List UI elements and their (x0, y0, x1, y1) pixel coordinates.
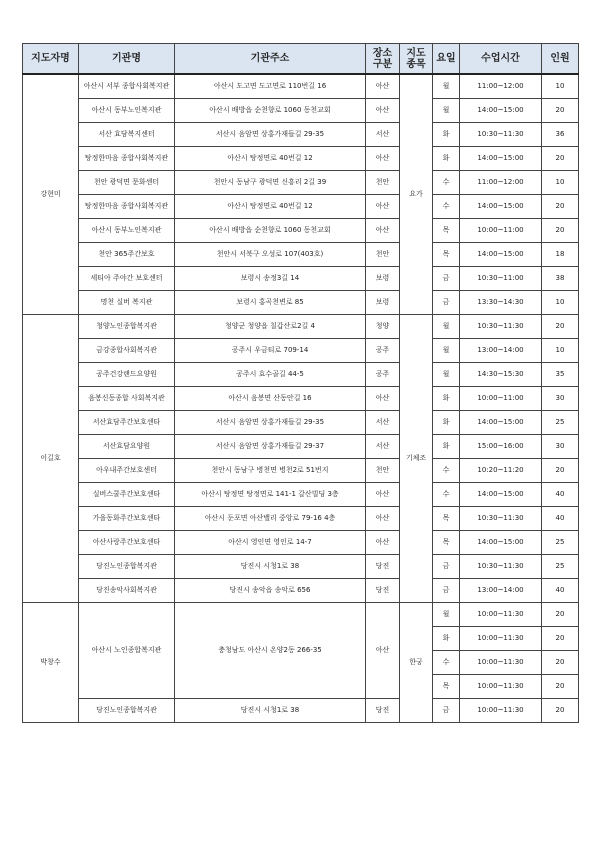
institution-address: 아산시 탕정면로 40번길 12 (175, 147, 366, 171)
table-row (23, 74, 579, 99)
institution-address: 아산시 탕정면 탕정면로 141-1 갈산빌딩 3층 (175, 483, 366, 507)
location-area: 아산 (366, 531, 400, 555)
day-of-week: 목 (433, 219, 460, 243)
class-time: 14:00~15:00 (460, 195, 542, 219)
institution-name: 아우내주간보호센터 (79, 459, 175, 483)
participant-count: 10 (542, 74, 579, 99)
institution-address: 청양군 청양읍 칠갑산로2길 4 (175, 315, 366, 339)
participant-count: 20 (542, 315, 579, 339)
class-time: 13:30~14:30 (460, 291, 542, 315)
institution-address: 천안시 동남구 병천면 병천2로 51번지 (175, 459, 366, 483)
class-time: 10:30~11:00 (460, 267, 542, 291)
participant-count: 20 (542, 651, 579, 675)
institution-name: 아산시 노인종합복지관 (79, 603, 175, 699)
table-row (23, 339, 579, 363)
day-of-week: 금 (433, 579, 460, 603)
class-time: 13:00~14:00 (460, 339, 542, 363)
location-area: 당진 (366, 579, 400, 603)
table-row (23, 603, 579, 627)
day-of-week: 수 (433, 195, 460, 219)
participant-count: 38 (542, 267, 579, 291)
location-area: 천안 (366, 171, 400, 195)
institution-address: 서산시 음암면 상홍가재들길 29-35 (175, 123, 366, 147)
participant-count: 20 (542, 603, 579, 627)
participant-count: 35 (542, 363, 579, 387)
participant-count: 20 (542, 699, 579, 723)
day-of-week: 화 (433, 147, 460, 171)
class-time: 14:00~15:00 (460, 243, 542, 267)
day-of-week: 수 (433, 651, 460, 675)
institution-name: 아산시 동부노인복지관 (79, 99, 175, 123)
day-of-week: 수 (433, 459, 460, 483)
header-time: 수업시간 (460, 44, 542, 75)
participant-count: 25 (542, 411, 579, 435)
header-count: 인원 (542, 44, 579, 75)
location-area: 공주 (366, 363, 400, 387)
institution-name: 서산 효담복지센터 (79, 123, 175, 147)
subject-name: 한궁 (400, 603, 433, 723)
day-of-week: 수 (433, 171, 460, 195)
participant-count: 20 (542, 675, 579, 699)
day-of-week: 월 (433, 99, 460, 123)
institution-address: 당진시 송악읍 송악로 656 (175, 579, 366, 603)
institution-name: 아산시 동부노인복지관 (79, 219, 175, 243)
class-time: 14:00~15:00 (460, 531, 542, 555)
table-row (23, 699, 579, 723)
participant-count: 25 (542, 555, 579, 579)
location-area: 서산 (366, 123, 400, 147)
table-row (23, 435, 579, 459)
location-area: 아산 (366, 387, 400, 411)
class-time: 13:00~14:00 (460, 579, 542, 603)
participant-count: 40 (542, 507, 579, 531)
day-of-week: 화 (433, 123, 460, 147)
class-time: 10:30~11:30 (460, 555, 542, 579)
institution-address: 아산시 배방읍 순천향로 1060 동천교회 (175, 99, 366, 123)
table-row (23, 411, 579, 435)
institution-address: 보령시 송정3길 14 (175, 267, 366, 291)
location-area: 아산 (366, 99, 400, 123)
table-row (23, 387, 579, 411)
day-of-week: 목 (433, 507, 460, 531)
table-row (23, 219, 579, 243)
institution-name: 서산효담주간보호센타 (79, 411, 175, 435)
institution-name: 청양노인종합복지관 (79, 315, 175, 339)
institution-name: 실버스쿨주간보호센타 (79, 483, 175, 507)
day-of-week: 목 (433, 531, 460, 555)
header-day: 요일 (433, 44, 460, 75)
header-row (23, 44, 579, 75)
institution-name: 음봉신동종합 사회복지관 (79, 387, 175, 411)
location-area: 아산 (366, 483, 400, 507)
institution-name: 천안 365주간보호 (79, 243, 175, 267)
institution-address: 충청남도 아산시 온양2동 266-35 (175, 603, 366, 699)
institution-name: 금강종합사회복지관 (79, 339, 175, 363)
class-time: 10:00~11:30 (460, 603, 542, 627)
location-area: 서산 (366, 435, 400, 459)
day-of-week: 화 (433, 435, 460, 459)
institution-name: 서산효담요양원 (79, 435, 175, 459)
class-time: 10:30~11:30 (460, 315, 542, 339)
institution-name: 탕정한마음 종합사회복지관 (79, 147, 175, 171)
institution-address: 당진시 시청1로 38 (175, 555, 366, 579)
institution-address: 아산시 도고면 도고면로 110번길 16 (175, 74, 366, 99)
location-area: 아산 (366, 219, 400, 243)
class-time: 10:00~11:00 (460, 387, 542, 411)
class-time: 15:00~16:00 (460, 435, 542, 459)
day-of-week: 월 (433, 339, 460, 363)
class-time: 14:00~15:00 (460, 483, 542, 507)
institution-address: 천안시 동남구 광덕면 신흥리 2길 39 (175, 171, 366, 195)
class-time: 10:00~11:30 (460, 627, 542, 651)
schedule-body (23, 74, 579, 723)
class-time: 14:00~15:00 (460, 99, 542, 123)
day-of-week: 목 (433, 675, 460, 699)
subject-name: 요가 (400, 74, 433, 315)
instructor-name: 박창수 (23, 603, 79, 723)
location-area: 서산 (366, 411, 400, 435)
institution-name: 당진노인종합복지관 (79, 555, 175, 579)
class-time: 14:30~15:30 (460, 363, 542, 387)
institution-address: 천안시 서북구 오성로 107(403호) (175, 243, 366, 267)
institution-address: 서산시 음암면 상홍가재들길 29-37 (175, 435, 366, 459)
day-of-week: 금 (433, 555, 460, 579)
participant-count: 30 (542, 387, 579, 411)
institution-name: 당진노인종합복지관 (79, 699, 175, 723)
participant-count: 18 (542, 243, 579, 267)
institution-name: 천안 광덕면 문화센터 (79, 171, 175, 195)
participant-count: 20 (542, 195, 579, 219)
institution-name: 아산사랑주간보호센타 (79, 531, 175, 555)
table-row (23, 363, 579, 387)
participant-count: 20 (542, 147, 579, 171)
institution-name: 공주건강랜드요양원 (79, 363, 175, 387)
day-of-week: 월 (433, 74, 460, 99)
participant-count: 20 (542, 219, 579, 243)
class-time: 11:00~12:00 (460, 74, 542, 99)
class-time: 10:00~11:30 (460, 651, 542, 675)
class-time: 10:30~11:30 (460, 123, 542, 147)
participant-count: 40 (542, 483, 579, 507)
institution-address: 아산시 배방읍 순천향로 1060 동천교회 (175, 219, 366, 243)
institution-name: 명천 실버 복지관 (79, 291, 175, 315)
subject-name: 기체조 (400, 315, 433, 603)
table-row (23, 483, 579, 507)
table-row (23, 171, 579, 195)
institution-name: 가을동화주간보호센타 (79, 507, 175, 531)
table-row (23, 267, 579, 291)
institution-address: 공주시 효수골길 44-5 (175, 363, 366, 387)
location-area: 청양 (366, 315, 400, 339)
class-time: 10:00~11:30 (460, 675, 542, 699)
class-time: 10:30~11:30 (460, 507, 542, 531)
location-area: 아산 (366, 507, 400, 531)
institution-address: 아산시 음봉면 산동안길 16 (175, 387, 366, 411)
table-row (23, 315, 579, 339)
header-location: 장소 구분 (366, 44, 400, 75)
table-row (23, 99, 579, 123)
institution-address: 아산시 영인면 영인로 14-7 (175, 531, 366, 555)
location-area: 아산 (366, 147, 400, 171)
table-row (23, 123, 579, 147)
location-area: 천안 (366, 243, 400, 267)
class-time: 10:20~11:20 (460, 459, 542, 483)
participant-count: 40 (542, 579, 579, 603)
participant-count: 10 (542, 339, 579, 363)
institution-name: 아산시 서부 종합사회복지관 (79, 74, 175, 99)
header-subject: 지도 종목 (400, 44, 433, 75)
class-time: 14:00~15:00 (460, 411, 542, 435)
location-area: 보령 (366, 267, 400, 291)
participant-count: 20 (542, 459, 579, 483)
location-area: 아산 (366, 195, 400, 219)
participant-count: 30 (542, 435, 579, 459)
location-area: 아산 (366, 603, 400, 699)
class-time: 10:00~11:30 (460, 699, 542, 723)
day-of-week: 화 (433, 387, 460, 411)
table-row (23, 291, 579, 315)
location-area: 공주 (366, 339, 400, 363)
table-row (23, 579, 579, 603)
table-row (23, 555, 579, 579)
day-of-week: 월 (433, 603, 460, 627)
table-row (23, 147, 579, 171)
location-area: 당진 (366, 699, 400, 723)
institution-address: 보령시 홍곡천변로 85 (175, 291, 366, 315)
header-instructor: 지도자명 (23, 44, 79, 75)
participant-count: 36 (542, 123, 579, 147)
participant-count: 10 (542, 171, 579, 195)
header-institution: 기관명 (79, 44, 175, 75)
schedule-table (22, 43, 579, 723)
table-row (23, 507, 579, 531)
day-of-week: 화 (433, 411, 460, 435)
day-of-week: 월 (433, 363, 460, 387)
class-time: 14:00~15:00 (460, 147, 542, 171)
day-of-week: 목 (433, 243, 460, 267)
institution-address: 공주시 우금티로 709-14 (175, 339, 366, 363)
header-address: 기관주소 (175, 44, 366, 75)
participant-count: 20 (542, 627, 579, 651)
institution-name: 세티아 주야간 보호센터 (79, 267, 175, 291)
location-area: 보령 (366, 291, 400, 315)
day-of-week: 화 (433, 627, 460, 651)
participant-count: 20 (542, 99, 579, 123)
location-area: 천안 (366, 459, 400, 483)
table-row (23, 531, 579, 555)
institution-address: 아산시 탕정면로 40번길 12 (175, 195, 366, 219)
table-row (23, 459, 579, 483)
day-of-week: 금 (433, 699, 460, 723)
institution-address: 아산시 둔포면 아산밸리 중앙로 79-16 4층 (175, 507, 366, 531)
location-area: 당진 (366, 555, 400, 579)
participant-count: 25 (542, 531, 579, 555)
table-row (23, 243, 579, 267)
institution-name: 탕정한마음 종합사회복지관 (79, 195, 175, 219)
table-row (23, 195, 579, 219)
day-of-week: 월 (433, 315, 460, 339)
day-of-week: 금 (433, 291, 460, 315)
day-of-week: 금 (433, 267, 460, 291)
instructor-name: 이길호 (23, 315, 79, 603)
participant-count: 10 (542, 291, 579, 315)
class-time: 10:00~11:00 (460, 219, 542, 243)
day-of-week: 수 (433, 483, 460, 507)
institution-address: 당진시 시청1로 38 (175, 699, 366, 723)
institution-address: 서산시 음암면 상홍가재들길 29-35 (175, 411, 366, 435)
institution-name: 당진송악사회복지관 (79, 579, 175, 603)
location-area: 아산 (366, 74, 400, 99)
class-time: 11:00~12:00 (460, 171, 542, 195)
instructor-name: 강현미 (23, 74, 79, 315)
